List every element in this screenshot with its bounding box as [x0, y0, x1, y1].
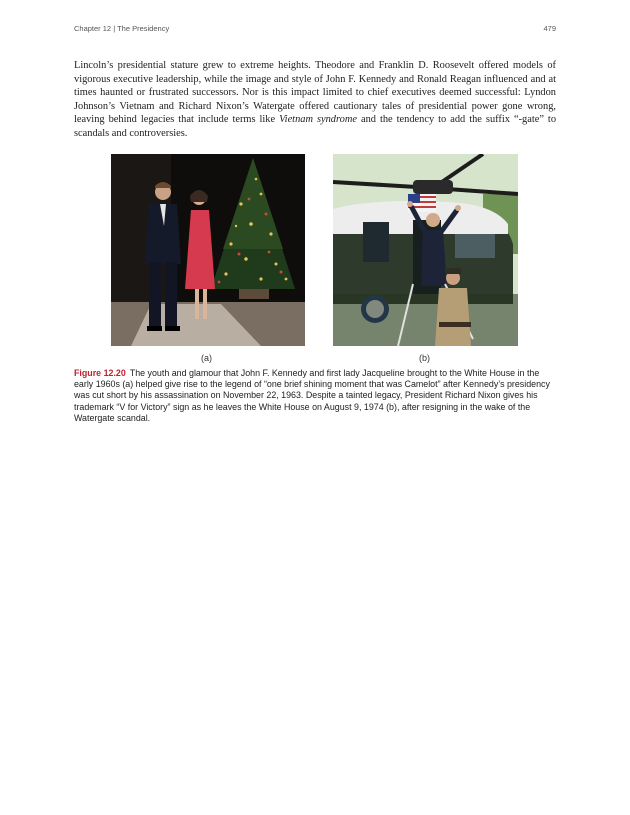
- figure-label-a: (a): [201, 353, 212, 363]
- body-text-emphasis: Vietnam syndrome: [279, 114, 357, 126]
- figure-label-b: (b): [419, 353, 430, 363]
- chapter-title: Chapter 12 | The Presidency: [74, 24, 170, 33]
- body-paragraph: [74, 59, 556, 141]
- figure-caption-text: The youth and glamour that John F. Kennedy and first lady Jacqueline brought to the White House in the early 1960s (a) helped give rise to the legend of “one brief shining moment that was Camelot” after Kennedy’s presidency was cut short by his assassination on November 22, 1963. Despite a tainted legacy, President Richard Nixon gives his trademark “V for Victory” sign as he leaves the White House on August 9, 1974 (b), after resigning in the wake of the Watergate scandal.: [74, 368, 550, 423]
- page-number: 479: [543, 24, 556, 33]
- figure-caption: [74, 368, 556, 424]
- body-text-part-1: Lincoln’s presidential stature grew to extreme heights. Theodore and Franklin D. Roosevelt offered models of vigorous executive leadership, while the image and style of John F. Kennedy and Ronald Reagan influenced and at times haunted or frustrated successors. Nor is this impact limited to chief executives deemed successful: Lyndon Johnson’s Vietnam and Richard Nixon’s Watergate offered cautionary tales of presidential power gone wrong, leaving behind legacies that include terms like: [74, 60, 556, 126]
- photo-nixon-helicopter: [333, 154, 518, 346]
- figure-number: Figure 12.20: [74, 368, 126, 378]
- body-text-part-2: and the tendency to add the suffix “-gate” to scandals and controversies.: [74, 114, 557, 139]
- photo-kennedy-christmas-tree: [111, 154, 305, 346]
